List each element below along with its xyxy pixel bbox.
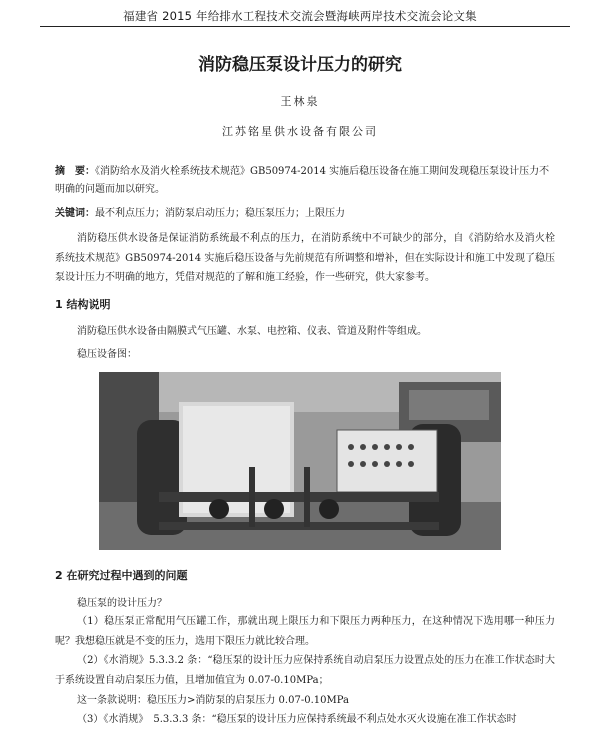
section-1-heading: 1 结构说明 [55, 298, 111, 311]
equipment-photo-illustration [99, 372, 501, 550]
item-3-paragraph: （3）《水消规》 5.3.3.3 条：“稳压泵的设计压力应保持系统最不利点处水灭火设施在准工作状态时 [77, 714, 517, 725]
item-1-paragraph: （1）稳压泵正常配用气压罐工作，那就出现上限压力和下限压力两种压力，在这种情况下选用哪一种压力呢？我想稳压就是不变的压力，选用下限压力就比较合理。 [55, 616, 555, 647]
abstract-text: 《消防给水及消火栓系统技术规范》GB50974-2014 实施后稳压设备在施工期间发现稳压泵设计压力不明确的问题而加以研究。 [55, 166, 550, 195]
keywords-label: 关键词： [55, 208, 95, 219]
figure-caption: 稳压设备图： [77, 349, 137, 360]
section-2-heading: 2 在研究过程中遇到的问题 [55, 569, 188, 582]
abstract [55, 163, 555, 199]
question-text: 稳压泵的设计压力？ [77, 598, 167, 609]
keywords-text: 最不利点压力；消防泵启动压力；稳压泵压力；上限压力 [95, 208, 345, 219]
running-header: 福建省 2015 年给排水工程技术交流会暨海峡两岸技术交流会论文集 [123, 9, 477, 23]
intro-paragraph: 消防稳压供水设备是保证消防系统最不利点的压力，在消防系统中不可缺少的部分，自《消防给水及消火栓系统技术规范》GB50974-2014 实施后稳压设备与先前规范有所调整和增补，但在实际设计和施工中发现了稳压泵设计压力不明确的地方，凭借对规范的了解和施工经验，作一些研究，供大家参考。 [55, 233, 555, 283]
keywords [55, 204, 555, 219]
paper-title: 消防稳压泵设计压力的研究 [198, 55, 402, 75]
section-1-text: 消防稳压供水设备由隔膜式气压罐、水泵、电控箱、仪表、管道及附件等组成。 [77, 326, 427, 337]
item-2-paragraph: （2）《水消规》5.3.3.2 条：“稳压泵的设计压力应保持系统自动启泵压力设置点处的压力在准工作状态时大于系统设置自动启泵压力值，且增加值宜为 0.07-0.10MPa； [55, 655, 555, 686]
abstract-label: 摘 要： [55, 166, 95, 177]
equipment-photo [99, 372, 501, 550]
header-rule [40, 26, 570, 27]
author-name: 王林泉 [280, 95, 320, 108]
item-2-note: 这一条款说明：稳压压力>消防泵的启泵压力 0.07-0.10MPa [77, 695, 349, 706]
author-affiliation: 江苏铭星供水设备有限公司 [222, 125, 378, 138]
